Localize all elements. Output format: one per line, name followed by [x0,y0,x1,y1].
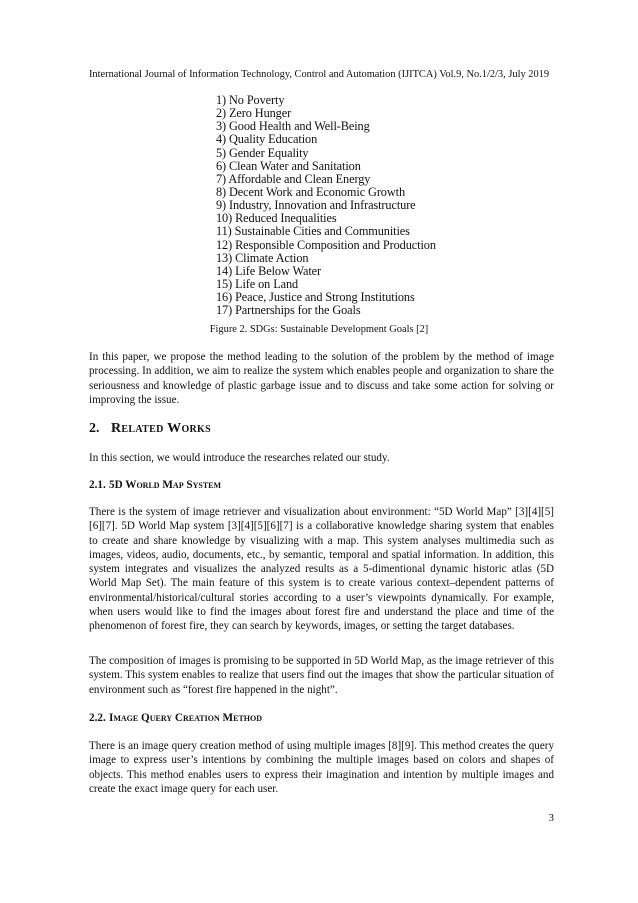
sdg-item: 2) Zero Hunger [216,106,292,121]
sdg-item: 16) Peace, Justice and Strong Institutions [216,290,415,305]
section-title: Related Works [111,421,211,436]
section-number: 2. [89,421,100,436]
sdg-item: 14) Life Below Water [216,263,322,278]
subsection-title: Image Query Creation Method [109,712,262,724]
sdg-item: 8) Decent Work and Economic Growth [216,184,406,199]
sdg-item: 15) Life on Land [216,276,299,291]
subsection-number: 2.1. [89,479,106,491]
sdg-item: 4) Quality Education [216,132,318,147]
5d-world-map-paragraph-2: The composition of images is promising to be supported in 5D World Map, as the image retriever of this system. This system enables to realize that users find out the images that show the particular situation of environment such as “forest fire happened in the night”. [89,655,554,696]
subsection-heading-5d-world-map [89,479,221,492]
sdg-item: 7) Affordable and Clean Energy [216,171,371,186]
sdg-item: 12) Responsible Composition and Production [216,237,436,252]
sdg-item: 9) Industry, Innovation and Infrastructure [216,198,416,213]
subsection-heading-image-query [89,712,262,725]
figure-caption: Figure 2. SDGs: Sustainable Development Goals [2] [209,324,429,335]
sdg-item: 3) Good Health and Well-Being [216,119,370,134]
5d-world-map-paragraph-1: There is the system of image retriever and visualization about environment: “5D World Map” [3][4][5][6][7]. 5D World Map system [3][4][5][6][7] is a collaborative knowledge sharing system that enables to create and share knowledge by visualizing with a map. This system analyses multimedia such as images, videos, audio, documents, etc., by semantic, temporal and spatial information. In addition, this system integrates and visualizes the analyzed results as a 5-dimentional dynamic historic atlas (5D World Map Set). The main feature of this system is to create various context–dependent patterns of environmental/historical/cultural stories according to a user’s viewpoints dynamically. For example, when users would like to find the images about forest fire and understand the place and time of the phenomenon of forest fire, they can search by keywords, images, or setting the target databases. [89,506,554,633]
sdg-item: 11) Sustainable Cities and Communities [216,224,410,239]
sdg-item: 6) Clean Water and Sanitation [216,158,361,173]
section-intro-paragraph: In this section, we would introduce the researches related our study. [89,452,390,464]
page-number: 3 [548,812,554,824]
sdg-item: 13) Climate Action [216,250,309,265]
subsection-number: 2.2. [89,712,106,724]
sdg-item: 17) Partnerships for the Goals [216,303,361,318]
sdg-item: 1) No Poverty [216,93,285,107]
sdg-item: 10) Reduced Inequalities [216,211,337,226]
running-header: International Journal of Information Technology, Control and Automation (IJITCA) Vol.9, No.1/2/3, July 2019 [88,69,550,80]
section-heading-related-works [89,421,211,437]
subsection-title: 5D World Map System [109,479,222,491]
intro-paragraph: In this paper, we propose the method leading to the solution of the problem by the method of image processing. In addition, we aim to realize the system which enables people and organization to share the seriousness and knowledge of plastic garbage issue and to discuss and take some action for solving or improving the issue. [89,351,554,406]
image-query-paragraph: There is an image query creation method of using multiple images [8][9]. This method creates the query image to express user’s intentions by combining the multiple images based on colors and shapes of objects. This method enables users to express their imagination and intention by multiple images and create the exact image query for each user. [89,740,554,795]
sdg-figure-list [216,94,436,317]
sdg-item: 5) Gender Equality [216,145,309,160]
